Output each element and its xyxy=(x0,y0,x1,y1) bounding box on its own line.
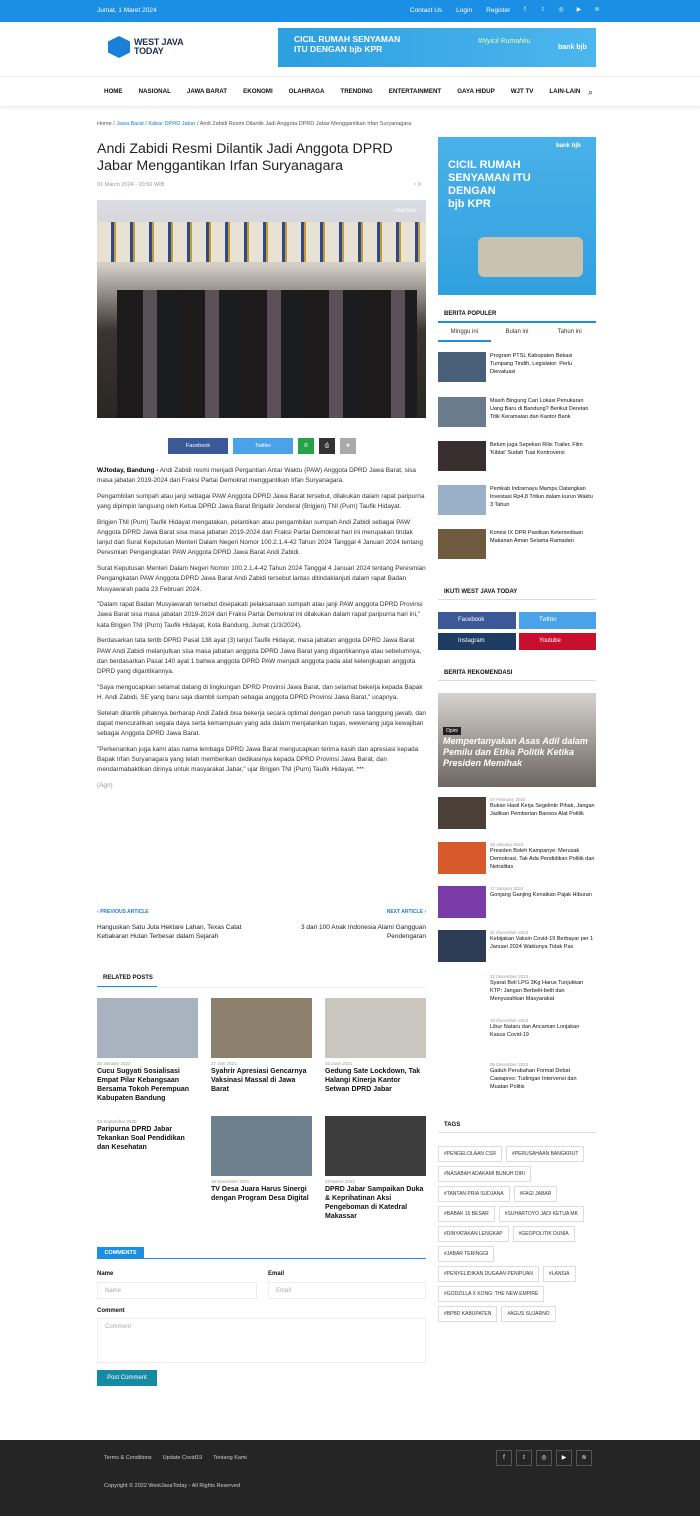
tag-chip[interactable]: #DINYATAKAN LENGKAP xyxy=(438,1226,509,1242)
instagram-icon[interactable]: ◎ xyxy=(536,1450,552,1466)
facebook-icon[interactable]: f xyxy=(524,7,526,13)
tag-chip[interactable]: #PERUSAHAAN BANGKRUT xyxy=(506,1146,584,1162)
nav-item-gaya-hidup[interactable]: GAYA HIDUP xyxy=(457,88,495,95)
divider xyxy=(97,987,426,988)
follow-instagram-button[interactable]: Instagram xyxy=(438,633,516,650)
nav-item-ekonomi[interactable]: EKONOMI xyxy=(243,88,273,95)
footer-link[interactable]: Update Covid19 xyxy=(162,1455,203,1461)
tag-chip[interactable]: #LANSIA xyxy=(543,1266,576,1282)
nav-item-jawa-barat[interactable]: JAWA BARAT xyxy=(186,88,228,95)
prev-next-nav xyxy=(97,909,426,955)
top-social xyxy=(520,5,602,15)
reco-item-title[interactable]: Gonjang Ganjing Kenaikan Pajak Hiburan xyxy=(490,892,592,898)
follow-twitter-button[interactable]: Twitter xyxy=(519,612,596,629)
divider xyxy=(438,1132,596,1133)
youtube-icon[interactable]: ▶ xyxy=(576,7,582,13)
reco-item-image[interactable] xyxy=(438,974,486,1006)
related-post-title[interactable]: Paripurna DPRD Jabar Tekankan Soal Pendidikan dan Kesehatan xyxy=(97,1126,185,1151)
follow-youtube-button[interactable]: Youtube xyxy=(519,633,596,650)
register-link[interactable]: Register xyxy=(486,7,511,14)
reco-item-text xyxy=(490,842,596,874)
popular-item-title[interactable]: Pemkab Indramayu Mampu Datangkan Investasi Rp4,8 Triliun dalam kurun Waktu 3 Tahun xyxy=(490,486,593,508)
sofa-illustration xyxy=(478,237,583,277)
reco-item-text xyxy=(490,797,596,829)
related-post-date: 20 January 2022 xyxy=(97,1061,131,1066)
top-links xyxy=(410,7,510,14)
print-icon[interactable]: ⎙ xyxy=(319,438,335,454)
popular-item-image[interactable] xyxy=(438,529,486,559)
related-post[interactable] xyxy=(97,1116,198,1152)
reco-item[interactable] xyxy=(438,1062,596,1094)
reco-item-title[interactable]: Syarat Beli LPG 3Kg Harus Tunjukkan KTP: Jangan Berbelit-belit dan Menyusahkan Masyarakat xyxy=(490,980,584,1002)
popular-item-image[interactable] xyxy=(438,441,486,471)
hero-flags xyxy=(97,222,426,262)
reco-item[interactable] xyxy=(438,1018,596,1050)
banner-line1: CICIL RUMAH SENYAMAN xyxy=(294,34,401,44)
tag-chip[interactable]: #TANTAN PRIA SUDJANA xyxy=(438,1186,510,1202)
search-icon[interactable]: ⌕ xyxy=(588,87,594,97)
comment-label: Comment xyxy=(97,1308,125,1314)
tags-heading: TAGS xyxy=(444,1122,461,1128)
article-paragraph: Berdasarkan tata tertib DPRD Pasal 138 ayat (3) lanjut Taufik Hidayat, masa jabatan anggota DPRD Jawa Barat PAW Andi Zabidi melanjutkan sisa masa jabatan anggota DPRD Jawa Barat yang digantikannya atau sebelumnya, dan berdasarkan Pasal 140 ayat 1 bahwa anggota DPRD PAW menjadi anggota pada alat kelengkapan anggota DPRD yang digantikannya. xyxy=(97,637,422,675)
site-logo[interactable] xyxy=(108,36,183,58)
related-post-title[interactable]: Syahrir Apresiasi Gencarnya Vaksinasi Massal di Jawa Barat xyxy=(211,1068,307,1093)
prev-article-link[interactable]: Hanguskan Satu Juta Hektare Lahan, Texas Catat Kebakaran Hutan Terbesar dalam Sejarah xyxy=(97,924,242,940)
email-label: Email xyxy=(268,1271,285,1277)
comment-textarea[interactable]: Comment xyxy=(97,1318,426,1363)
view-photo-label[interactable]: Lihat Foto xyxy=(393,208,416,214)
header-ad-banner[interactable] xyxy=(278,28,596,67)
nav-item-trending[interactable]: TRENDING xyxy=(340,88,373,95)
tab-0[interactable]: Minggu ini xyxy=(450,329,479,335)
article-paragraph: "Dalam rapat Badan Musyawarah tersebut disepakati pelaksanaan sumpah atau janji PAW anggota DPRD Provinsi Jawa Barat sisa masa jabatan 2019-2024 dari Fraksi Partai Demokrat ini dilakukan dalam rapat paripurna hari ini," kata Brigjen TNI (Purn) Taufik Hidayat, Kota Bandung, Jumat (1/3/2024). xyxy=(97,601,423,629)
nav-item-olahraga[interactable]: OLAHRAGA xyxy=(288,88,325,95)
related-post-title[interactable]: DPRD Jabar Sampaikan Duka & Keprihatinan Aksi Pengeboman di Katedral Makassar xyxy=(325,1186,424,1220)
nav-item-home[interactable]: HOME xyxy=(104,88,123,95)
tag-chip[interactable]: #JABAR TERINGGI xyxy=(438,1246,494,1262)
share-facebook-button[interactable]: Facebook xyxy=(168,438,228,454)
login-link[interactable]: Login xyxy=(456,7,473,14)
popular-item-title[interactable]: Program PTSL Kabupaten Bekasi Tumpang Tindih, Legislator: Perlu Dievaluasi xyxy=(490,353,573,375)
popular-heading: BERITA POPULER xyxy=(444,311,497,317)
reco-item-image[interactable] xyxy=(438,797,486,829)
tag-chip[interactable]: #GEOPOLITIK DUNIA xyxy=(513,1226,575,1242)
top-bar xyxy=(0,0,700,22)
article-meta: 01 March 2024 - 20:50 WIB xyxy=(97,182,165,188)
reco-item-text xyxy=(490,886,592,918)
related-post[interactable] xyxy=(211,998,312,1094)
comments-heading: COMMENTS xyxy=(97,1247,144,1259)
reco-heading: BERITA REKOMENDASI xyxy=(444,670,513,676)
related-post-date: 03 June 2021 xyxy=(325,1061,353,1066)
related-post-date: 29 March 2021 xyxy=(325,1179,356,1184)
logo-hex-icon xyxy=(108,36,130,58)
popular-item-title[interactable]: Belum juga Sepekan Rilis Trailer, Film 'Kiblat' Sudah Tuai Kontroversi xyxy=(490,442,583,456)
tag-chip[interactable]: #PENYELIDIKAN DUGAAN PENIPUAN xyxy=(438,1266,539,1282)
footer-links xyxy=(104,1455,247,1461)
reco-item-date: 25 January 2024 xyxy=(490,842,524,847)
twitter-icon[interactable]: t xyxy=(542,7,544,13)
nav-item-entertainment[interactable]: ENTERTAINMENT xyxy=(388,88,442,95)
next-article-link[interactable]: 3 dari 100 Anak Indonesia Alami Gangguan Pendengaran xyxy=(300,924,426,940)
tag-chip[interactable]: #NASABAH ADAKAMI BUNUH DIRI xyxy=(438,1166,531,1182)
rss-icon[interactable]: ≋ xyxy=(594,7,600,13)
popular-item-image[interactable] xyxy=(438,485,486,515)
tag-chip[interactable]: #BABAK 16 BESAR xyxy=(438,1206,495,1222)
popular-item-title[interactable]: Komisi IX DPR Pastikan Ketersediaan Makanan Aman Selama Ramadan xyxy=(490,530,583,544)
sidebar-ad-banner[interactable]: bank bjb CICIL RUMAH SENYAMAN ITU DENGAN bjb KPR xyxy=(438,137,596,295)
popular-item[interactable] xyxy=(438,397,596,427)
reco-item-image[interactable] xyxy=(438,1018,486,1050)
reco-item-image[interactable] xyxy=(438,842,486,874)
article-paragraph: "Saya mengucapkan selamat datang di lingkungan DPRD Provinsi Jawa Barat, dan selamat bekerja kepada Bapak H. Andi Zabidi, SE yang baru saja diambil sumpah sebagai anggota DPRD Provinsi Jawa Barat," ucapnya. xyxy=(97,683,423,701)
article-date: 01 March 2024 xyxy=(97,182,134,188)
related-post-image[interactable] xyxy=(211,1116,312,1176)
reco-item[interactable] xyxy=(438,974,596,1006)
hero-people xyxy=(117,290,417,418)
active-tab-indicator xyxy=(438,340,491,342)
prev-article-label[interactable]: ‹ PREVIOUS ARTICLE xyxy=(97,909,149,915)
reco-item-title[interactable]: Kebijakan Vaksin Covid-19 Berbayar per 1 Januari 2024 Waktunya Tidak Pas xyxy=(490,936,594,950)
reco-item-title[interactable]: Libur Nataru dan Ancaman Lonjakan Kasus Covid-19 xyxy=(490,1024,580,1038)
reco-item-date: 17 January 2024 xyxy=(490,886,524,891)
article-body: WJtoday, Bandung - Andi Zabidi resmi menjadi Pergantian Antar Waktu (PAW) Anggota DPRD Jawa Barat, sisa masa jabatan 2019-2024 dari Fraksi Partai Demokrat menggantikan Irfan Suryanagara. Pengambilan sumpah atau janji sebagai PAW Anggota DPRD Jawa Barat tersebut, dilakukan dalam rapat paripurna yang dipimpin langsung oleh Ketua DPRD Jawa Barat Brigadir Jenderal (Brigjen) TNI (Purn) Taufik Hidayat. Brigjen TNI (Purn) Taufik Hidayat mengatakan, pelantikan atau pengambilan sumpah Andi Zabidi sebagai PAW Anggota DPRD Jawa Barat sisa masa jabatan 2019-2024 dari Fraksi Partai Demokrat hari ini merupakan tindak lanjut dari Surat Keputusan Menteri Dalam Negeri Nomor 100.2.1.4-42 Tahun 2024 Tanggal 4 Januari 2024 tentang Peresmian Pengangkatan PAW Anggota DPRD Jawa Barat Andi Zabidi. Surat Keputusan Menteri Dalam Negeri Nomor 100.2.1.4-42 Tahun 2024 Tanggal 4 Januari 2024 tentang Peresmian Pengangkatan PAW Anggota DPRD Jawa Barat Andi Zabidi tersebut lantas ditindaklanjuti dalam rapat Badan Musyawarah pada 23 Februari 2024. "Dalam rapat Badan Musyawarah tersebut disepakati pelaksanaan sumpah atau janji PAW anggota DPRD Provinsi Jawa Barat sisa masa jabatan 2019-2024 dari Fraksi Partai Demokrat ini dilakukan dalam rapat paripurna hari ini," kata Brigjen TNI (Purn) Taufik Hidayat, Kota Bandung, Jumat (1/3/2024). Berdasarkan tata tertib DPRD Pasal 138 ayat (3) lanjut Taufik Hidayat, masa jabatan anggota DPRD Jawa Barat PAW Andi Zabidi melanjutkan sisa masa jabatan anggota DPRD Jawa Barat yang digantikannya atau sebelumnya, dan berdasarkan Pasal 140 ayat 1 bahwa anggota DPRD PAW menjadi anggota pada alat kelengkapan anggota DPRD yang digantikannya. "Saya mengucapkan selamat datang di lingkungan DPRD Provinsi Jawa Barat, dan selamat bekerja kepada Bapak H. Andi Zabidi, SE yang baru saja diambil sumpah sebagai anggota DPRD Provinsi Jawa Barat," ucapnya. Setelah dilantik pihaknya berharap Andi Zabidi bisa bekerja secara optimal dengan penuh rasa tanggung jawab, dan dapat mencurahkan segala daya serta kemampuan yang ada dalam menjalankan tugas, wewenang juga kewajiban sebagai Anggota DPRD Jawa Barat. "Perkenankan juga kami atas nama lembaga DPRD Jawa Barat mengucapkan terima kasih dan apresiasi kepada Bapak Irfan Suryanagara yang telah memberikan dedikasinya kepada DPRD Provinsi Jawa Barat, dan mendarmabaktikan dirinya untuk masyarakat Jabar," ujar Brigjen TNI (Purn) Taufik Hidayat. *** (Agn) xyxy=(97,466,426,796)
reco-item-text xyxy=(490,1018,596,1050)
reco-item-date: 18 December 2023 xyxy=(490,1018,529,1023)
nav-item-wjt-tv[interactable]: WJT TV xyxy=(510,88,534,95)
reco-item-title[interactable]: Presiden Boleh Kampanye: Merusak Demokrasi, Tak Ada Pendidikan Politik dan Netralitas xyxy=(490,848,595,870)
reco-item-text xyxy=(490,974,596,1006)
related-post[interactable] xyxy=(97,998,198,1103)
copyright: Copyright © 2022 WestJavaToday - All Rights Reserved xyxy=(104,1483,241,1489)
reco-item-date: 05 December 2023 xyxy=(490,1062,529,1067)
divider xyxy=(97,1258,426,1259)
related-post-date: 16 November 2021 xyxy=(211,1179,250,1184)
article-author: (Agn) xyxy=(97,781,113,789)
opini-badge: Opini xyxy=(443,727,461,735)
main-nav xyxy=(0,76,700,107)
popular-heading-underline xyxy=(438,321,596,323)
footer-social xyxy=(496,1450,592,1466)
reco-item[interactable] xyxy=(438,842,596,874)
tag-chip[interactable]: #FAGI JABAR xyxy=(514,1186,558,1202)
banner-line2: ITU DENGAN bjb KPR xyxy=(294,44,383,54)
facebook-icon[interactable]: f xyxy=(496,1450,512,1466)
popular-item[interactable] xyxy=(438,441,596,471)
follow-facebook-button[interactable]: Facebook xyxy=(438,612,516,629)
divider xyxy=(438,599,596,600)
tag-chip[interactable]: #PENGELOLAAN CSR xyxy=(438,1146,502,1162)
popular-tabs xyxy=(438,326,596,338)
logo-line1: WEST JAVA xyxy=(134,37,184,47)
popular-item[interactable] xyxy=(438,529,596,559)
popular-item[interactable] xyxy=(438,485,596,515)
related-post-image[interactable] xyxy=(211,998,312,1058)
reco-item-date: 07 February 2024 xyxy=(490,797,526,802)
contact-link[interactable]: Contact Us xyxy=(410,7,443,14)
related-post-image[interactable] xyxy=(325,998,426,1058)
youtube-icon[interactable]: ▶ xyxy=(556,1450,572,1466)
tags-list xyxy=(438,1146,596,1322)
related-post-date: 23 September 2020 xyxy=(97,1119,137,1124)
email-input[interactable]: Email xyxy=(268,1282,426,1299)
reco-item-date: 22 December 2023 xyxy=(490,974,529,979)
banner-brand: bank bjb xyxy=(558,44,587,51)
logo-line2: TODAY xyxy=(134,46,164,56)
footer-link[interactable]: Terms & Conditions xyxy=(104,1455,152,1461)
share-whatsapp-icon[interactable]: ✆ xyxy=(298,438,314,454)
tag-chip[interactable]: #AGUS SUJARNO xyxy=(501,1306,555,1322)
reco-item-text xyxy=(490,930,596,962)
article-byline: WJtoday, Bandung - xyxy=(97,467,159,474)
reco-item[interactable] xyxy=(438,930,596,962)
related-heading: RELATED POSTS xyxy=(103,975,153,981)
related-post[interactable] xyxy=(325,1116,426,1221)
tag-chip[interactable]: #BPBD KABUPATEN xyxy=(438,1306,497,1322)
rss-icon[interactable]: ≋ xyxy=(576,1450,592,1466)
related-post-title[interactable]: Gedung Sate Lockdown, Tak Halangi Kinerja Kantor Setwan DPRD Jabar xyxy=(325,1068,421,1093)
related-post[interactable] xyxy=(325,998,426,1094)
breadcrumb-kabar-dprd[interactable]: Kabar DPRD Jabar xyxy=(148,121,196,127)
reco-item-image[interactable] xyxy=(438,1062,486,1094)
reco-feature[interactable] xyxy=(438,693,596,787)
share-twitter-button[interactable]: Twitter xyxy=(233,438,293,454)
reco-feature-title: Mempertanyakan Asas Adil dalam Pemilu dan Etika Politik Ketika Presiden Memihak xyxy=(443,736,588,768)
popular-item-image[interactable] xyxy=(438,397,486,427)
reco-item[interactable] xyxy=(438,886,596,918)
breadcrumb-home[interactable]: Home xyxy=(97,121,112,127)
tag-chip[interactable]: #GODZILLA X KONG: THE NEW EMPIRE xyxy=(438,1286,544,1302)
reco-item-image[interactable] xyxy=(438,930,486,962)
reco-item-date: 31 December 2023 xyxy=(490,930,529,935)
site-footer xyxy=(0,1440,700,1516)
comment-icon: ◔ xyxy=(413,182,417,188)
instagram-icon[interactable]: ◎ xyxy=(558,7,564,13)
tab-1[interactable]: Bulan ini xyxy=(505,329,529,335)
popular-item-image[interactable] xyxy=(438,352,486,382)
popular-item[interactable] xyxy=(438,352,596,382)
reco-item-image[interactable] xyxy=(438,886,486,918)
next-article-label[interactable]: NEXT ARTICLE › xyxy=(386,909,426,915)
article-title: Andi Zabidi Resmi Dilantik Jadi Anggota DPRD Jabar Menggantikan Irfan Suryanagara xyxy=(97,141,393,174)
sidebar-ad-brand: bank bjb xyxy=(556,143,581,149)
comment-count[interactable]: ◔ 0 xyxy=(413,182,421,188)
related-post[interactable] xyxy=(211,1116,312,1203)
nav-list xyxy=(104,88,596,95)
banner-tagline: #Nyicil Rumahku xyxy=(478,38,531,45)
tag-chip[interactable]: #SUHARTOYO JADI KETUA MK xyxy=(499,1206,584,1222)
name-label: Name xyxy=(97,1271,114,1277)
share-bar xyxy=(168,438,356,454)
breadcrumb: Home / Jawa Barat / Kabar DPRD Jabar / Andi Zabidi Resmi Dilantik Jadi Anggota DPRD Jabar Menggantikan Irfan Suryanagara xyxy=(97,121,412,127)
related-post-title[interactable]: TV Desa Juara Harus Sinergi dengan Program Desa Digital xyxy=(211,1186,309,1202)
article-paragraph: "Perkenankan juga kami atas nama lembaga DPRD Jawa Barat mengucapkan terima kasih dan apresiasi kepada Bapak Irfan Suryanagara yang telah memberikan dedikasinya kepada DPRD Provinsi Jawa Barat, dan mendarmabaktikan dirinya untuk masyarakat Jabar," ujar Brigjen TNI (Purn) Taufik Hidayat. *** xyxy=(97,745,419,774)
article-paragraph: Surat Keputusan Menteri Dalam Negeri Nomor 100.2.1.4-42 Tahun 2024 Tanggal 4 Januari 2024 tentang Peresmian Pengangkatan PAW Anggota DPRD Jawa Barat Andi Zabidi tersebut lantas ditindaklanjuti dalam rapat Badan Musyawarah pada 23 Februari 2024. xyxy=(97,565,426,593)
twitter-icon[interactable]: t xyxy=(516,1450,532,1466)
popular-item-title[interactable]: Masih Bingung Cari Lokasi Penukaran Uang Baru di Bandung? Berikut Deretan Titik Keramaian dan Kantor Bank xyxy=(490,398,589,420)
current-date: Jumat, 1 Maret 2024 xyxy=(97,7,157,14)
reco-item[interactable] xyxy=(438,797,596,829)
nav-item-nasional[interactable]: NASIONAL xyxy=(138,88,171,95)
article-time: 20:50 WIB xyxy=(138,182,165,188)
article-paragraph: Brigjen TNI (Purn) Taufik Hidayat mengatakan, pelantikan atau pengambilan sumpah Andi Zabidi sebagai PAW Anggota DPRD Jawa Barat sisa masa jabatan 2019-2024 dari Fraksi Partai Demokrat hari ini merupakan tindak lanjut dari Surat Keputusan Menteri Dalam Negeri Nomor 100.2.1.4-42 Tahun 2024 Tanggal 4 Januari 2024 tentang Peresmian Pengangkatan PAW Anggota DPRD Jawa Barat Andi Zabidi. xyxy=(97,518,423,557)
related-post-image[interactable] xyxy=(325,1116,426,1176)
nav-item-lain-lain[interactable]: LAIN-LAIN xyxy=(549,88,581,95)
divider xyxy=(438,680,596,681)
article-paragraph: Setelah dilantik pihaknya berharap Andi Zabidi bisa bekerja secara optimal dengan penuh rasa tanggung jawab, dan dapat mencurahkan segala daya serta kemampuan yang ada dalam menjalankan tugas, wewenang juga kewajiban sebagai Anggota DPRD Jawa Barat. xyxy=(97,709,426,737)
breadcrumb-current: Andi Zabidi Resmi Dilantik Jadi Anggota DPRD Jabar Menggantikan Irfan Suryanagara xyxy=(199,121,412,127)
breadcrumb-jawa-barat[interactable]: Jawa Barat xyxy=(116,121,144,127)
post-comment-button[interactable]: Post Comment xyxy=(97,1370,157,1386)
name-input[interactable]: Name xyxy=(97,1282,257,1299)
reco-item-title[interactable]: Gaduh Perubahan Format Debat Cawapres: Tudingan Intervensi dan Muatan Politis xyxy=(490,1068,577,1090)
related-post-date: 27 July 2021 xyxy=(211,1061,237,1066)
reco-item-text xyxy=(490,1062,596,1094)
reco-item-title[interactable]: Bukan Hasil Kerja Segelintir Pihak, Jangan Jadikan Pemberian Bansos Alat Politik xyxy=(490,803,595,817)
bookmark-icon[interactable]: ★ xyxy=(340,438,356,454)
article-paragraph: Pengambilan sumpah atau janji sebagai PAW Anggota DPRD Jawa Barat tersebut, dilakukan dalam rapat paripurna yang dipimpin langsung oleh Ketua DPRD Jawa Barat Brigadir Jenderal (Brigjen) TNI (Purn) Taufik Hidayat. xyxy=(97,492,425,511)
related-post-image[interactable] xyxy=(97,998,198,1058)
footer-link[interactable]: Tentang Kami xyxy=(213,1455,247,1461)
tab-2[interactable]: Tahun ini xyxy=(557,329,582,335)
article-hero-image[interactable] xyxy=(97,200,426,418)
related-post-title[interactable]: Cucu Sugyati Sosialisasi Empat Pilar Kebangsaan Bersama Tokoh Perempuan Kabupaten Bandung xyxy=(97,1068,190,1102)
follow-heading: IKUTI WEST JAVA TODAY xyxy=(444,589,518,595)
